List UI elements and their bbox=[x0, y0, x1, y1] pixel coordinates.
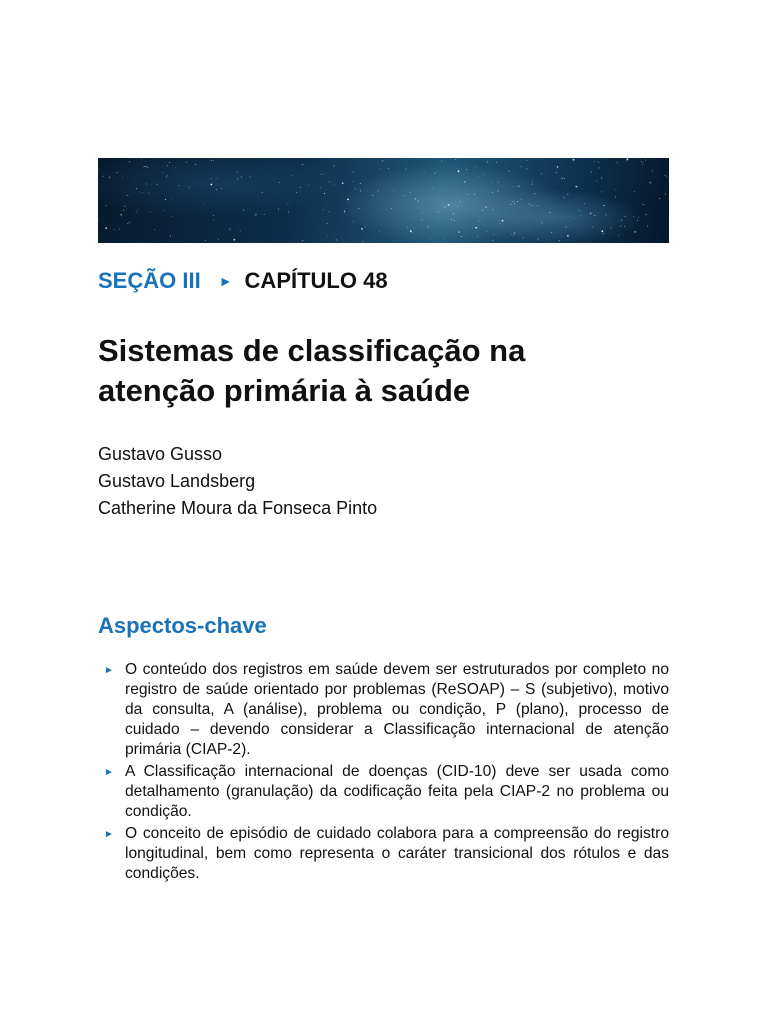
starfield-stars bbox=[98, 158, 669, 243]
section-label: SEÇÃO III bbox=[98, 268, 201, 293]
key-points-list bbox=[104, 660, 669, 886]
key-point-text: O conceito de episódio de cuidado colabora para a compreensão do registro longitudinal, bem como representa o caráter transicional dos rótulos e das condições. bbox=[125, 825, 669, 882]
key-points-heading: Aspectos-chave bbox=[98, 613, 267, 638]
starfield-banner-image bbox=[98, 158, 669, 243]
section-chapter-line bbox=[98, 268, 388, 294]
key-point-item bbox=[104, 824, 669, 884]
chapter-label: CAPÍTULO 48 bbox=[244, 268, 388, 293]
chapter-title-line-2: atenção primária à saúde bbox=[98, 373, 471, 408]
author-name: Gustavo Gusso bbox=[98, 444, 223, 464]
bullet-arrow-icon: ► bbox=[104, 829, 114, 840]
chapter-title bbox=[98, 331, 678, 411]
author-name: Catherine Moura da Fonseca Pinto bbox=[98, 498, 378, 518]
arrow-right-icon: ► bbox=[218, 273, 233, 289]
bullet-arrow-icon: ► bbox=[104, 767, 114, 778]
bullet-arrow-icon: ► bbox=[104, 665, 114, 676]
key-point-item bbox=[104, 762, 669, 822]
author-name: Gustavo Landsberg bbox=[98, 471, 256, 491]
key-point-item bbox=[104, 660, 669, 760]
key-point-text: O conteúdo dos registros em saúde devem ser estruturados por completo no registro de saúde orientado por problemas (ReSOAP) – S (subjetivo), motivo da consulta, A (análise), problema ou condição, P (plano), processo de cuidado – devendo considerar a Classificação internacional de atenção primária (CIAP-2). bbox=[125, 661, 669, 758]
key-point-text: A Classificação internacional de doenças (CID-10) deve ser usada como detalhamento (granulação) da codificação feita pela CIAP-2 no problema ou condição. bbox=[125, 763, 669, 820]
chapter-title-line-1: Sistemas de classificação na bbox=[98, 333, 526, 368]
author-list bbox=[98, 441, 377, 522]
